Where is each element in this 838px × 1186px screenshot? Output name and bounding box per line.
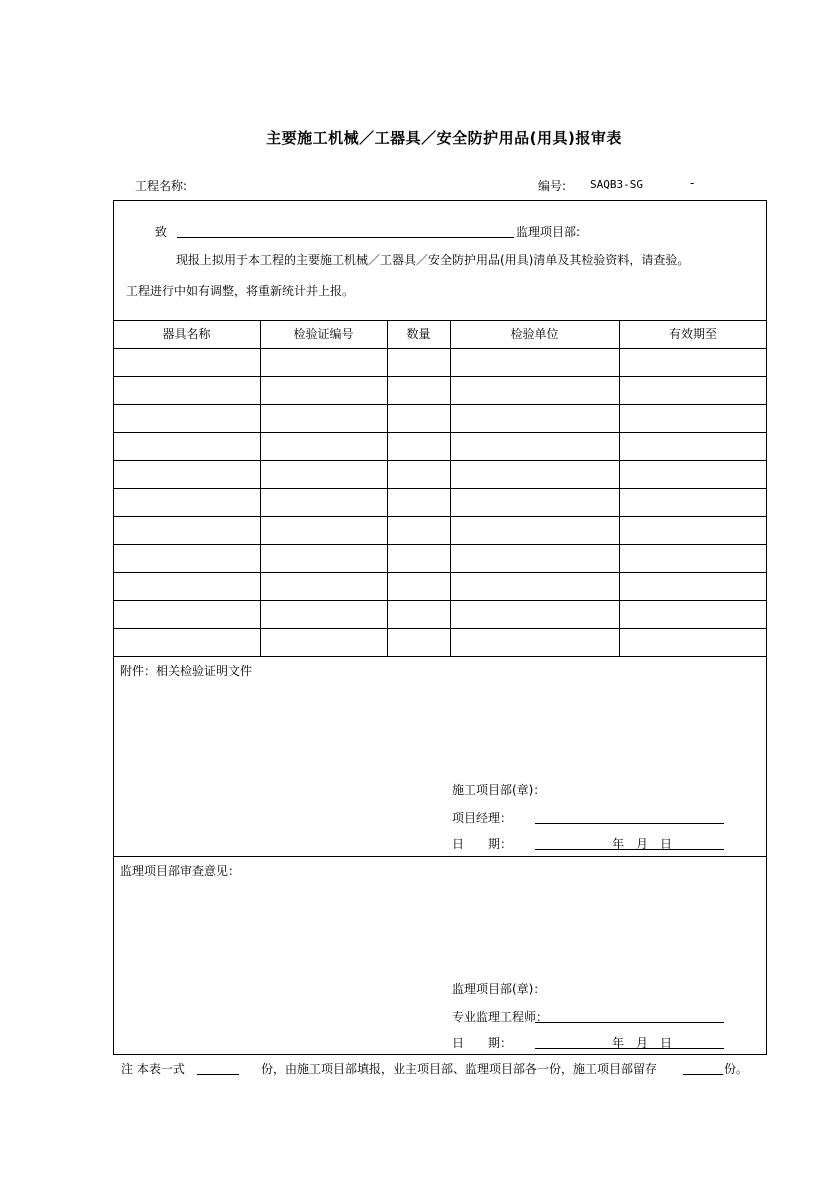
attachment-date-label: 日 期：: [452, 837, 513, 851]
footer-note-suffix: 份。: [724, 1062, 749, 1076]
code-label: 编号:: [538, 179, 567, 193]
table-row[interactable]: [113, 516, 767, 544]
table-row[interactable]: [113, 460, 767, 488]
copies-total-blank[interactable]: [197, 1074, 239, 1075]
footer-note-middle: 份，由施工项目部填报，业主项目部、监理项目部各一份，施工项目部留存: [261, 1062, 658, 1076]
supervision-engineer-blank[interactable]: [535, 1022, 724, 1023]
column-header-quantity: 数量: [406, 327, 431, 341]
table-row[interactable]: [113, 572, 767, 600]
project-manager-label: 项目经理：: [452, 811, 513, 825]
recipient-blank[interactable]: [177, 237, 514, 238]
project-manager-blank[interactable]: [535, 823, 724, 824]
review-opinion-label: 监理项目部审查意见：: [120, 864, 241, 878]
column-header-cert-no: 检验证编号: [293, 327, 354, 341]
footer-note-prefix: 注 本表一式: [121, 1062, 185, 1076]
table-row[interactable]: [113, 404, 767, 432]
letter-body-line2: 工程进行中如有调整，将重新统计并上报。: [126, 284, 355, 298]
table-row[interactable]: [113, 488, 767, 516]
table-row[interactable]: [113, 376, 767, 404]
recipient-suffix: 监理项目部:: [516, 225, 581, 239]
attachment-label: 附件：相关检验证明文件: [120, 664, 253, 678]
table-row[interactable]: [113, 432, 767, 460]
table-row[interactable]: [113, 600, 767, 628]
column-header-valid-until: 有效期至: [668, 327, 717, 341]
table-row[interactable]: [113, 348, 767, 376]
section-divider: [113, 856, 767, 857]
form-title: 主要施工机械／工器具／安全防护用品(用具)报审表: [266, 129, 622, 147]
table-bottom-border: [113, 656, 767, 657]
to-label: 致: [155, 225, 168, 239]
code-value: SAQB3-SG: [590, 178, 643, 191]
attachment-date-blank[interactable]: [535, 849, 724, 850]
letter-body-line1: 现报上拟用于本工程的主要施工机械／工器具／安全防护用品(用具)清单及其检验资料，请查验。: [176, 253, 690, 267]
supervision-engineer-label: 专业监理工程师：: [452, 1010, 549, 1024]
review-date-label: 日 期：: [452, 1036, 513, 1050]
table-row[interactable]: [113, 628, 767, 656]
column-header-name: 器具名称: [162, 327, 211, 341]
attachment-date-fields: 年 月 日: [612, 837, 673, 851]
copies-retained-blank[interactable]: [683, 1074, 723, 1075]
code-dash: -: [690, 176, 695, 190]
review-date-blank[interactable]: [535, 1048, 724, 1049]
project-name-label: 工程名称:: [135, 179, 188, 193]
review-date-fields: 年 月 日: [612, 1036, 673, 1050]
column-header-inspection-unit: 检验单位: [510, 327, 559, 341]
construction-dept-seal-label: 施工项目部(章)：: [452, 783, 546, 797]
supervision-dept-seal-label: 监理项目部(章)：: [452, 982, 546, 996]
table-row[interactable]: [113, 544, 767, 572]
